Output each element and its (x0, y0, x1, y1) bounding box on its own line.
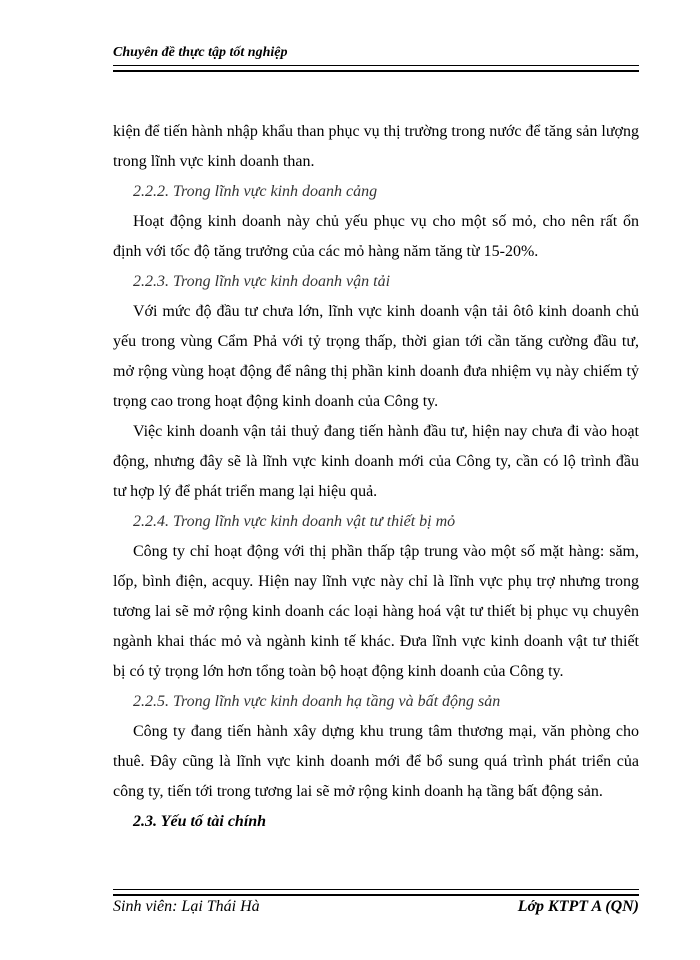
footer-divider (113, 889, 639, 896)
footer-student-name: Sinh viên: Lại Thái Hà (113, 898, 260, 915)
footer-class-name: Lớp KTPT A (QN) (517, 898, 639, 915)
paragraph: Hoạt động kinh doanh này chủ yếu phục vụ cho một số mỏ, cho nên rất ổn định với tốc độ tăng trưởng của các mỏ hàng năm tăng từ 15-20%. (113, 213, 639, 260)
subsection-heading-2-2-5: 2.2.5. Trong lĩnh vực kinh doanh hạ tầng và bất động sản (133, 693, 501, 710)
paragraph: Công ty đang tiến hành xây dựng khu trung tâm thương mại, văn phòng cho thuê. Đây cũng là lĩnh vực kinh doanh mới để bổ sung quá trình phát triển của công ty, tiến tới trong tương lai sẽ mở rộng kinh doanh hạ tầng bất động sản. (113, 723, 639, 800)
section-heading-2-3: 2.3. Yếu tố tài chính (133, 813, 267, 830)
paragraph: Việc kinh doanh vận tải thuỷ đang tiến hành đầu tư, hiện nay chưa đi vào hoạt động, nhưng đây sẽ là lĩnh vực kinh doanh mới của Công ty, cần có lộ trình đầu tư hợp lý để phát triển mang lại hiệu quả. (113, 423, 639, 500)
paragraph: Với mức độ đầu tư chưa lớn, lĩnh vực kinh doanh vận tải ôtô kinh doanh chủ yếu trong vùng Cẩm Phả với tỷ trọng thấp, thời gian tới cần tăng cường đầu tư, mở rộng vùng hoạt động để nâng thị phần kinh doanh đưa nhiệm vụ này chiếm tỷ trọng cao trong hoạt động kinh doanh của Công ty. (113, 303, 639, 410)
document-body (113, 117, 639, 837)
paragraph: kiện để tiến hành nhập khẩu than phục vụ thị trường trong nước để tăng sản lượng trong lĩnh vực kinh doanh than. (113, 123, 639, 170)
subsection-heading-2-2-4: 2.2.4. Trong lĩnh vực kinh doanh vật tư thiết bị mỏ (133, 513, 456, 530)
subsection-heading-2-2-2: 2.2.2. Trong lĩnh vực kinh doanh cảng (133, 183, 378, 200)
header-divider (113, 65, 639, 72)
paragraph: Công ty chỉ hoạt động với thị phần thấp tập trung vào một số mặt hàng: săm, lốp, bình điện, acquy. Hiện nay lĩnh vực này chỉ là lĩnh vực phụ trợ nhưng trong tương lai sẽ mở rộng kinh doanh các loại hàng hoá vật tư thiết bị phục vụ chuyên ngành khai thác mỏ và ngành kinh tế khác. Đưa lĩnh vực kinh doanh vật tư thiết bị có tỷ trọng lớn hơn tổng toàn bộ hoạt động kinh doanh của Công ty. (113, 543, 639, 680)
subsection-heading-2-2-3: 2.2.3. Trong lĩnh vực kinh doanh vận tải (133, 273, 391, 290)
page-header-title: Chuyên đề thực tập tốt nghiệp (113, 45, 288, 60)
